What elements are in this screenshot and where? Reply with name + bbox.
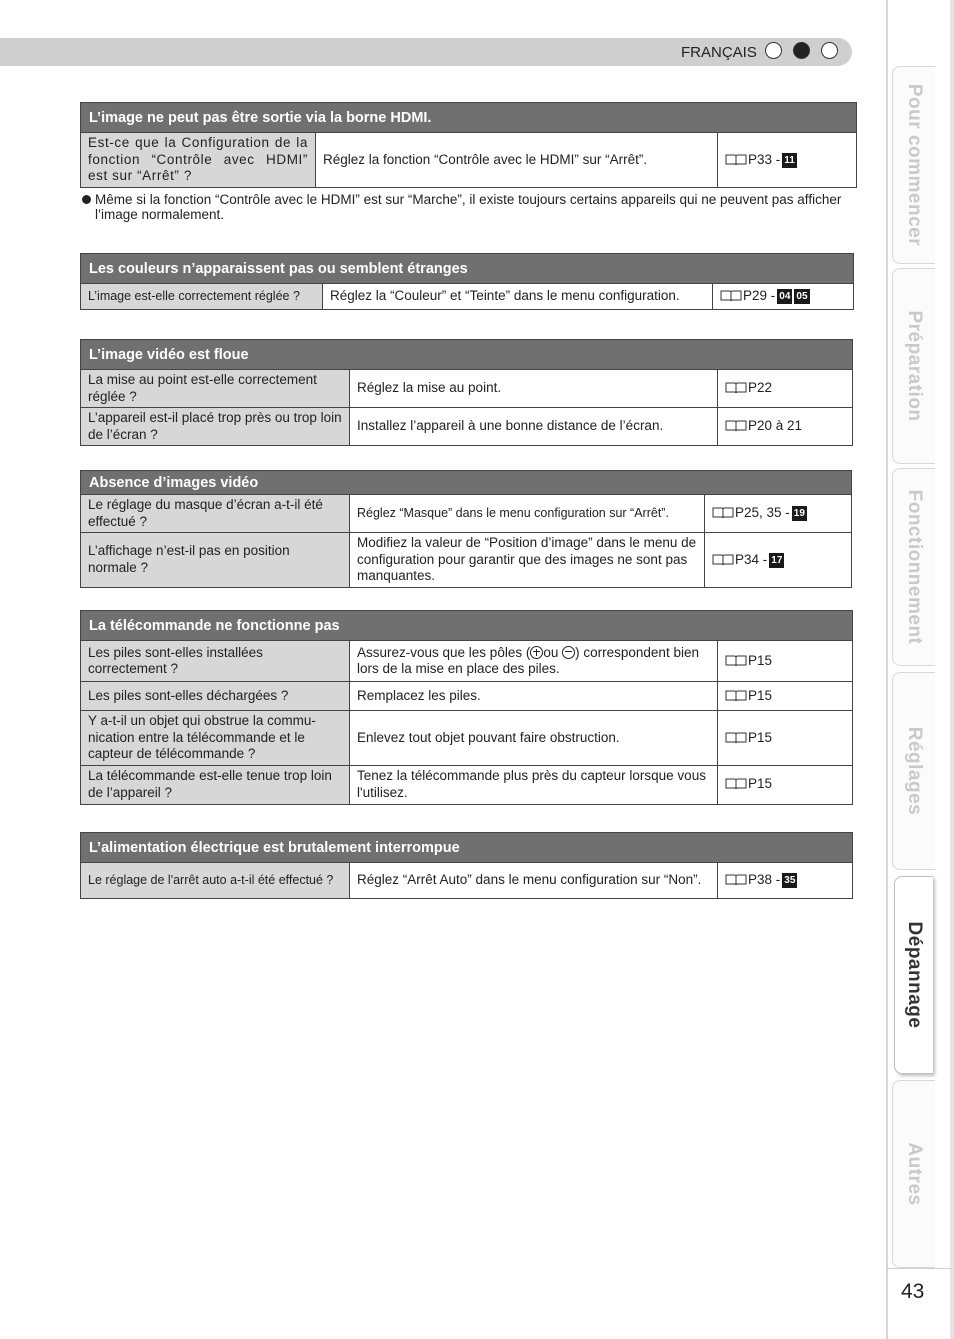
reference-cell [705,495,852,533]
tab-label: Fonctionnement [904,489,925,645]
reference-badge: 11 [784,154,795,166]
action-cell: Réglez la “Couleur” et “Teinte” dans le menu configuration. [323,284,713,310]
reference-cell [705,533,852,588]
table-row [81,711,853,766]
page-ref: P15 [748,776,773,792]
table-row [81,370,853,408]
reference-cell [718,765,853,804]
section-table-hdmi [80,102,857,188]
action-cell [350,641,718,682]
minus-pole-icon [562,646,575,659]
question-cell: Les piles sont-elles déchargées ? [81,682,350,711]
section-title: Les couleurs n’apparaissent pas ou semblent étranges [81,254,854,284]
tab-label: Autres [904,1142,925,1206]
book-icon [720,290,742,301]
strip-edge [950,0,954,1339]
book-icon [725,874,747,885]
action-cell: Réglez la mise au point. [350,370,718,408]
action-text-before: Assurez-vous que les pôles ( [357,644,531,660]
indicator-dot-empty-2 [821,42,838,59]
question-cell: Est-ce que la Configuration de la fonction “Contrôle avec HDMI” est sur “Arrêt” ? [81,133,316,188]
bullet-icon [82,195,91,204]
question-cell: L’appareil est-il placé trop près ou trop loin de l’écran ? [81,408,350,446]
page-ref: P38 - [748,872,781,888]
tab-pour-commencer[interactable] [892,66,935,264]
book-icon [725,154,747,165]
page-ref: P29 - [743,288,776,304]
tab-reglages[interactable] [892,672,935,870]
language-label: FRANÇAIS [681,44,757,61]
reference-cell [718,641,853,682]
action-cell: Réglez “Masque” dans le menu configuration sur “Arrêt”. [350,495,705,533]
section-table-alimentation [80,832,853,899]
book-icon [712,554,734,565]
reference-cell [718,370,853,408]
reference-badge: 04 [779,291,791,303]
page-number: 43 [901,1280,925,1303]
reference-badge: 17 [771,554,783,566]
action-cell: Installez l’appareil à une bonne distance de l’écran. [350,408,718,446]
action-cell: Réglez la fonction “Contrôle avec le HDMI” sur “Arrêt”. [316,133,718,188]
table-row [81,533,852,588]
section-title: Absence d’images vidéo [81,471,852,495]
reference-cell [718,682,853,711]
page-ref: P15 [748,729,773,745]
section-title: L’image vidéo est floue [81,340,853,370]
question-cell: La mise au point est-elle correctement réglée ? [81,370,350,408]
page-ref: P25, 35 - [735,505,790,521]
table-row [81,133,857,188]
action-cell: Modifiez la valeur de “Position d’image” dans le menu de configuration pour garantir que des images ne sont pas manquantes. [350,533,705,588]
action-cell: Enlevez tout objet pouvant faire obstruction. [350,711,718,766]
indicator-dot-filled [793,42,810,59]
reference-badge: 05 [796,291,808,303]
action-cell: Réglez “Arrêt Auto” dans le menu configuration sur “Non”. [350,863,718,899]
page-ref: P33 - [748,151,781,167]
question-cell: Y a-t-il un objet qui obstrue la commu- nication entre la télécommande et le capteur de télécommande ? [81,711,350,766]
question-cell: La télécommande est-elle tenue trop loin de l’appareil ? [81,765,350,804]
reference-cell [718,408,853,446]
section-title: La télécommande ne fonctionne pas [81,611,853,641]
reference-cell [713,284,854,310]
book-icon [712,507,734,518]
book-icon [725,655,747,666]
section-table-telecommande [80,610,853,805]
tab-label: Pour commencer [904,83,925,247]
reference-badge: 35 [784,875,796,887]
table-row [81,863,853,899]
plus-pole-icon [530,646,543,659]
page-ref: P15 [748,687,773,703]
section-table-absence [80,470,852,588]
tab-label: Dépannage [904,921,925,1029]
reference-badge: 19 [793,508,805,520]
action-cell: Tenez la télécommande plus près du capteur lorsque vous l'utilisez. [350,765,718,804]
action-cell: Remplacez les piles. [350,682,718,711]
strip-divider [886,0,888,1339]
page-ref: P15 [748,652,773,668]
table-row [81,495,852,533]
question-cell: Le réglage de l'arrêt auto a-t-il été effectué ? [81,863,350,899]
page-ref: P22 [748,380,773,396]
reference-cell [718,133,857,188]
table-row [81,284,854,310]
table-row [81,682,853,711]
section-title: L’image ne peut pas être sortie via la borne HDMI. [81,103,857,133]
book-icon [725,732,747,743]
action-text-after: ) correspondent bien lors de la mise en place des piles. [357,644,699,676]
book-icon [725,420,747,431]
page-ref: P34 - [735,551,768,567]
tab-label: Réglages [904,726,925,816]
note [82,192,874,222]
table-row [81,408,853,446]
action-text-mid: ou [543,644,559,660]
book-icon [725,382,747,393]
book-icon [725,690,747,701]
reference-cell [718,863,853,899]
question-cell: Les piles sont-elles installées correctement ? [81,641,350,682]
indicator-dot-empty-1 [765,42,782,59]
question-cell: L’image est-elle correctement réglée ? [81,284,323,310]
tab-depannage[interactable] [894,876,933,1074]
tab-label: Préparation [904,310,925,422]
note-text: Même si la fonction “Contrôle avec le HDMI” est sur “Marche”, il existe toujours certains appareils qui ne peuvent pas afficher l’image normalement. [95,192,842,222]
tab-fonctionnement[interactable] [892,468,935,666]
section-table-floue [80,339,853,446]
page-ref: P20 à 21 [748,418,803,434]
reference-cell [718,711,853,766]
question-cell: Le réglage du masque d’écran a-t-il été effectué ? [81,495,350,533]
tab-preparation[interactable] [892,268,935,464]
tab-autres[interactable] [892,1080,935,1268]
section-title: L’alimentation électrique est brutalement interrompue [81,833,853,863]
table-row [81,765,853,804]
question-cell: L’affichage n’est-il pas en position normale ? [81,533,350,588]
book-icon [725,778,747,789]
table-row [81,641,853,682]
section-table-couleurs [80,253,854,310]
